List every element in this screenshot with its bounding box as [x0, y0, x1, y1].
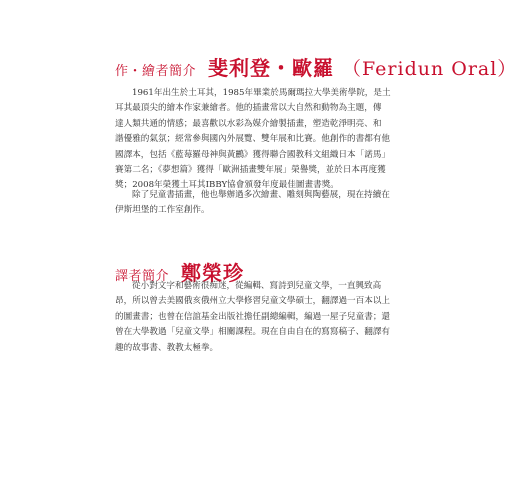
translator-bio-line: 的圖畫書；也曾在信誼基金出版社擔任副總編輯，編過一屋子兒童書；還 — [115, 311, 391, 322]
author-bio-line: 國譯本，包括《藍莓羅母神與黃鸝》獲得聯合國教科文組織日本「諾馬」 — [115, 149, 391, 160]
author-name: 斐利登・歐羅 — [208, 56, 335, 80]
author-bio-line: 1961年出生於土耳其，1985年畢業於馬爾瑪拉大學美術學院，是土 — [132, 88, 391, 98]
translator-section-label: 譯者簡介 — [115, 269, 170, 284]
translator-bio-line: 昂，所以曾去美國俄亥俄州立大學修習兒童文學碩士，翻譯過一百本以上 — [115, 296, 391, 307]
author-bio-paragraph-2 — [115, 188, 415, 219]
author-bio-line: 諧優雅的氣氛；經常參與國內外展覽、雙年展和比賽。他創作的書都有他 — [115, 134, 391, 145]
author-bio-line: 除了兒童書插畫，他也舉辦過多次繪畫、雕刻與陶藝展，現在持續在 — [132, 190, 390, 200]
author-bio-line: 伊斯坦堡的工作室創作。 — [115, 205, 210, 216]
translator-bio-line: 趣的故事書、教教太極拳。 — [115, 342, 219, 353]
author-bio-line: 耳其最頂尖的繪本作家兼繪者。他的插畫常以大自然和動物為主題，傳 — [115, 103, 382, 114]
translator-bio-line: 從小對文字和藝術很痴迷，從編輯、寫詩到兒童文學，一直興致高 — [132, 281, 382, 291]
author-bio-paragraph-1 — [115, 86, 415, 194]
author-bio-line: 獎；2008年榮獲土耳其IBBY協會頒發年度最佳圖畫書獎。 — [115, 180, 339, 191]
translator-bio-paragraph — [115, 279, 415, 356]
author-section-label: 作・繪者簡介 — [115, 64, 197, 79]
author-bio-line: 賽第二名；《夢想篇》獲得「歐洲插畫雙年展」榮譽獎，並於日本再度獲 — [115, 164, 386, 175]
author-heading — [115, 52, 517, 81]
author-bio-line: 達人類共通的情感；最喜歡以水彩為媒介繪製插畫，塑造乾淨明亮、和 — [115, 118, 382, 129]
translator-name: 鄭榮珍 — [181, 261, 245, 285]
translator-bio-line: 曾在大學教過「兒童文學」相關課程。現在自由自在的寫寫稿子、翻譯有 — [115, 327, 391, 338]
author-latin-name: （Feridun Oral） — [342, 58, 518, 80]
